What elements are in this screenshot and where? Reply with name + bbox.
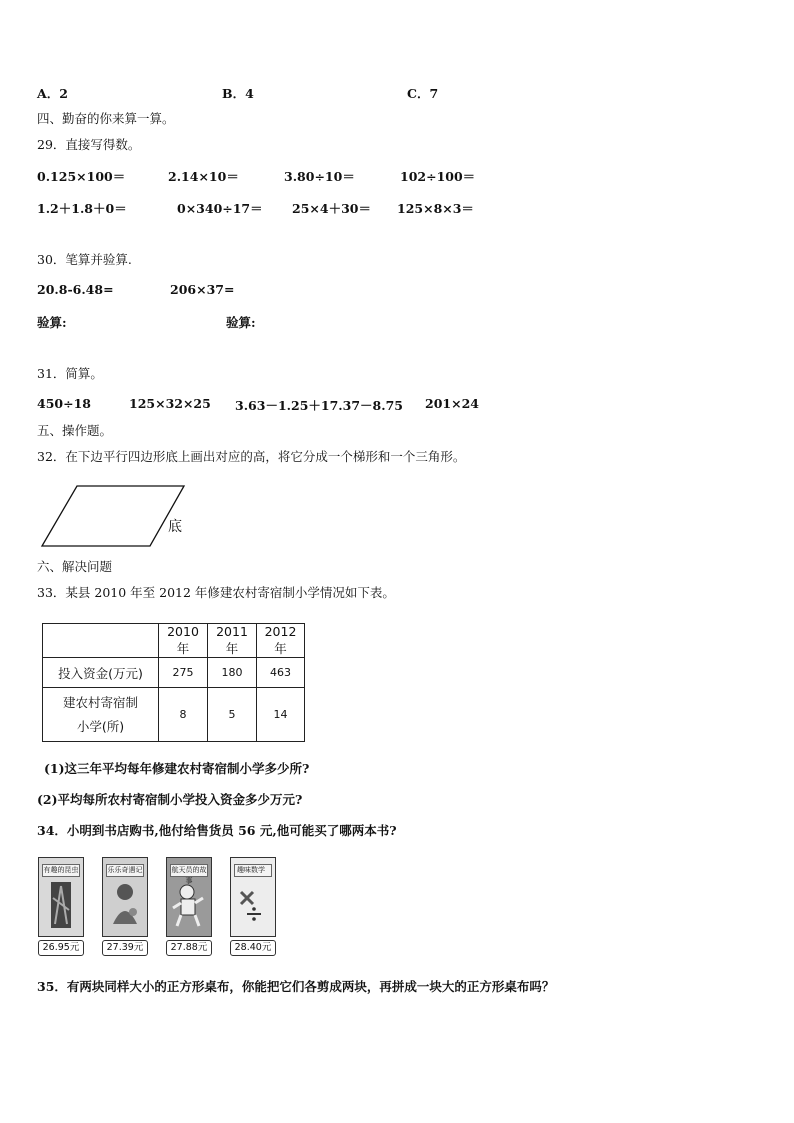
table-header-cell	[43, 624, 159, 658]
table-cell: 463	[257, 658, 305, 688]
q29-item: 0.125×100＝	[37, 169, 126, 184]
book-title: 趣味数学	[234, 864, 272, 877]
q30-title: 30．笔算并验算.	[37, 252, 132, 267]
q29-item: 25×4＋30＝	[292, 201, 371, 216]
book-title: 有趣的昆虫	[42, 864, 80, 877]
table-row-label	[43, 688, 159, 742]
book-price: 26.95元	[38, 940, 84, 956]
book-cover	[102, 857, 148, 937]
insect-illustration	[39, 858, 83, 936]
book-item	[166, 857, 212, 956]
data-table	[42, 623, 305, 742]
table-row-label-line: 小学(所)	[76, 718, 125, 734]
child-illustration	[103, 858, 147, 936]
book-price: 27.88元	[166, 940, 212, 956]
table-header-cell: 2011 年	[208, 624, 257, 658]
table-header-row	[43, 624, 305, 658]
book-cover	[230, 857, 276, 937]
base-label: 底	[168, 519, 182, 535]
book-price: 27.39元	[102, 940, 148, 956]
q29-item: 0×340÷17＝	[177, 201, 263, 216]
q29-item: 125×8×3＝	[397, 201, 474, 216]
q29-item: 2.14×10＝	[168, 169, 239, 184]
option-c: C．7	[407, 86, 439, 101]
table-row	[43, 658, 305, 688]
q32-title: 32．在下边平行四边形底上画出对应的高，将它分成一个梯形和一个三角形。	[37, 449, 466, 464]
q31-item: 3.63－1.25＋17.37－8.75	[235, 398, 403, 413]
q30-check-1: 验算:	[37, 315, 67, 330]
q29-item: 1.2＋1.8＋0＝	[37, 201, 127, 216]
q31-item: 201×24	[425, 396, 479, 411]
q30-check-2: 验算:	[226, 315, 256, 330]
table-header-cell: 2012 年	[257, 624, 305, 658]
book-cover	[166, 857, 212, 937]
book-price: 28.40元	[230, 940, 276, 956]
table-row-label: 投入资金(万元)	[43, 658, 159, 688]
q30-calc-1: 20.8-6.48=	[37, 282, 114, 297]
parallelogram-shape	[42, 486, 184, 546]
math-illustration	[231, 858, 275, 936]
q33-sub-1: (1)这三年平均每年修建农村寄宿制小学多少所?	[44, 761, 310, 776]
table-row-label-line: 建农村寄宿制	[62, 694, 138, 710]
table-cell: 5	[208, 688, 257, 742]
option-b: B．4	[222, 86, 254, 101]
q29-title: 29．直接写得数。	[37, 137, 141, 152]
q31-title: 31．简算。	[37, 366, 103, 381]
table-cell: 275	[159, 658, 208, 688]
q31-item: 450÷18	[37, 396, 91, 411]
table-cell: 14	[257, 688, 305, 742]
q33-sub-2: (2)平均每所农村寄宿制小学投入资金多少万元?	[37, 792, 303, 807]
table-cell: 8	[159, 688, 208, 742]
book-title: 航天员的故事	[171, 866, 207, 885]
q31-item: 125×32×25	[129, 396, 211, 411]
q34-title: 34．小明到书店购书,他付给售货员 56 元,他可能买了哪两本书?	[37, 823, 397, 838]
table-cell: 180	[208, 658, 257, 688]
book-title: 乐乐奇遇记	[106, 864, 144, 877]
book-item	[38, 857, 84, 956]
q35-title: 35．有两块同样大小的正方形桌布，你能把它们各剪成两块，再拼成一块大的正方形桌布吗？	[37, 979, 555, 994]
section-4-heading: 四、勤奋的你来算一算。	[37, 111, 175, 126]
q30-calc-2: 206×37=	[170, 282, 235, 297]
q29-item: 102÷100＝	[400, 169, 476, 184]
section-6-heading: 六、解决问题	[37, 559, 113, 574]
table-header-cell: 2010 年	[159, 624, 208, 658]
book-item	[230, 857, 276, 956]
q33-title: 33．某县 2010 年至 2012 年修建农村寄宿制小学情况如下表。	[37, 585, 395, 600]
option-a: A．2	[37, 86, 68, 101]
book-item	[102, 857, 148, 956]
section-5-heading: 五、操作题。	[37, 423, 113, 438]
q29-item: 3.80÷10＝	[284, 169, 355, 184]
astronaut-illustration	[167, 858, 211, 936]
table-row	[43, 688, 305, 742]
book-cover	[38, 857, 84, 937]
